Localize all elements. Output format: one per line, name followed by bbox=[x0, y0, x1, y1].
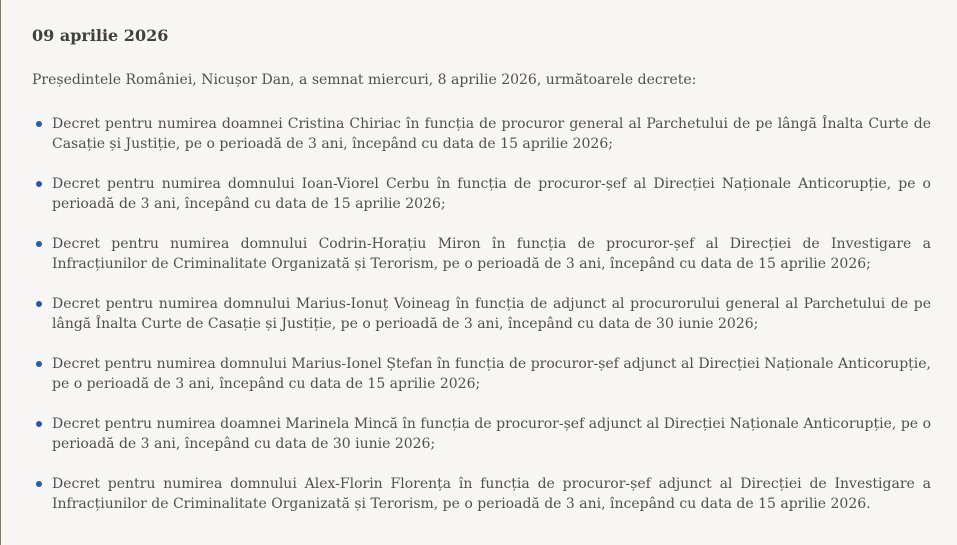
bullet-icon bbox=[36, 421, 42, 427]
decree-item bbox=[32, 174, 931, 214]
decree-item bbox=[32, 474, 931, 514]
article-intro: Președintele României, Nicușor Dan, a semnat miercuri, 8 aprilie 2026, următoarele decrete: bbox=[32, 72, 697, 88]
decree-text: Decret pentru numirea domnului Ioan-Viorel Cerbu în funcția de procuror-șef al Direcției Naționale Anticorupție, pe o perioadă de 3 ani, începând cu data de 15 aprilie 2026; bbox=[52, 176, 931, 212]
decree-item bbox=[32, 414, 931, 454]
bullet-icon bbox=[36, 361, 42, 367]
bullet-icon bbox=[36, 481, 42, 487]
article-date: 09 aprilie 2026 bbox=[32, 26, 169, 45]
decree-item bbox=[32, 294, 931, 334]
decree-text: Decret pentru numirea domnului Codrin-Horațiu Miron în funcția de procuror-șef al Direcției de Investigare a Infracțiunilor de Criminalitate Organizată și Terorism, pe o perioadă de 3 ani, începând cu data de 15 aprilie 2026; bbox=[52, 236, 931, 272]
bullet-icon bbox=[36, 181, 42, 187]
bullet-icon bbox=[36, 241, 42, 247]
bullet-icon bbox=[36, 301, 42, 307]
decree-item bbox=[32, 114, 931, 154]
decree-text: Decret pentru numirea domnului Marius-Ionuț Voineag în funcția de adjunct al procurorului general al Parchetului de pe lângă Înalta Curte de Casație și Justiție, pe o perioadă de 3 ani, începând cu data de 30 iunie 2026; bbox=[52, 296, 931, 332]
decree-list bbox=[32, 114, 931, 534]
bullet-icon bbox=[36, 121, 42, 127]
decree-text: Decret pentru numirea domnului Alex-Florin Florența în funcția de procuror-șef adjunct al Direcției de Investigare a Infracțiunilor de Criminalitate Organizată și Terorism, pe o perioadă de 3 ani, începând cu data de 15 aprilie 2026. bbox=[52, 476, 931, 512]
article-content bbox=[32, 24, 931, 512]
decree-item bbox=[32, 354, 931, 394]
decree-text: Decret pentru numirea domnului Marius-Ionel Ștefan în funcția de procuror-șef adjunct al Direcției Naționale Anticorupție, pe o perioadă de 3 ani, începând cu data de 15 aprilie 2026; bbox=[52, 356, 931, 392]
decree-text: Decret pentru numirea doamnei Cristina Chiriac în funcția de procuror general al Parchetului de pe lângă Înalta Curte de Casație și Justiție, pe o perioadă de 3 ani, începând cu data de 15 aprilie 2026; bbox=[52, 116, 931, 152]
decree-item bbox=[32, 234, 931, 274]
decree-text: Decret pentru numirea doamnei Marinela Mincă în funcția de procuror-șef adjunct al Direcției Naționale Anticorupție, pe o perioadă de 3 ani, începând cu data de 30 iunie 2026; bbox=[52, 416, 931, 452]
